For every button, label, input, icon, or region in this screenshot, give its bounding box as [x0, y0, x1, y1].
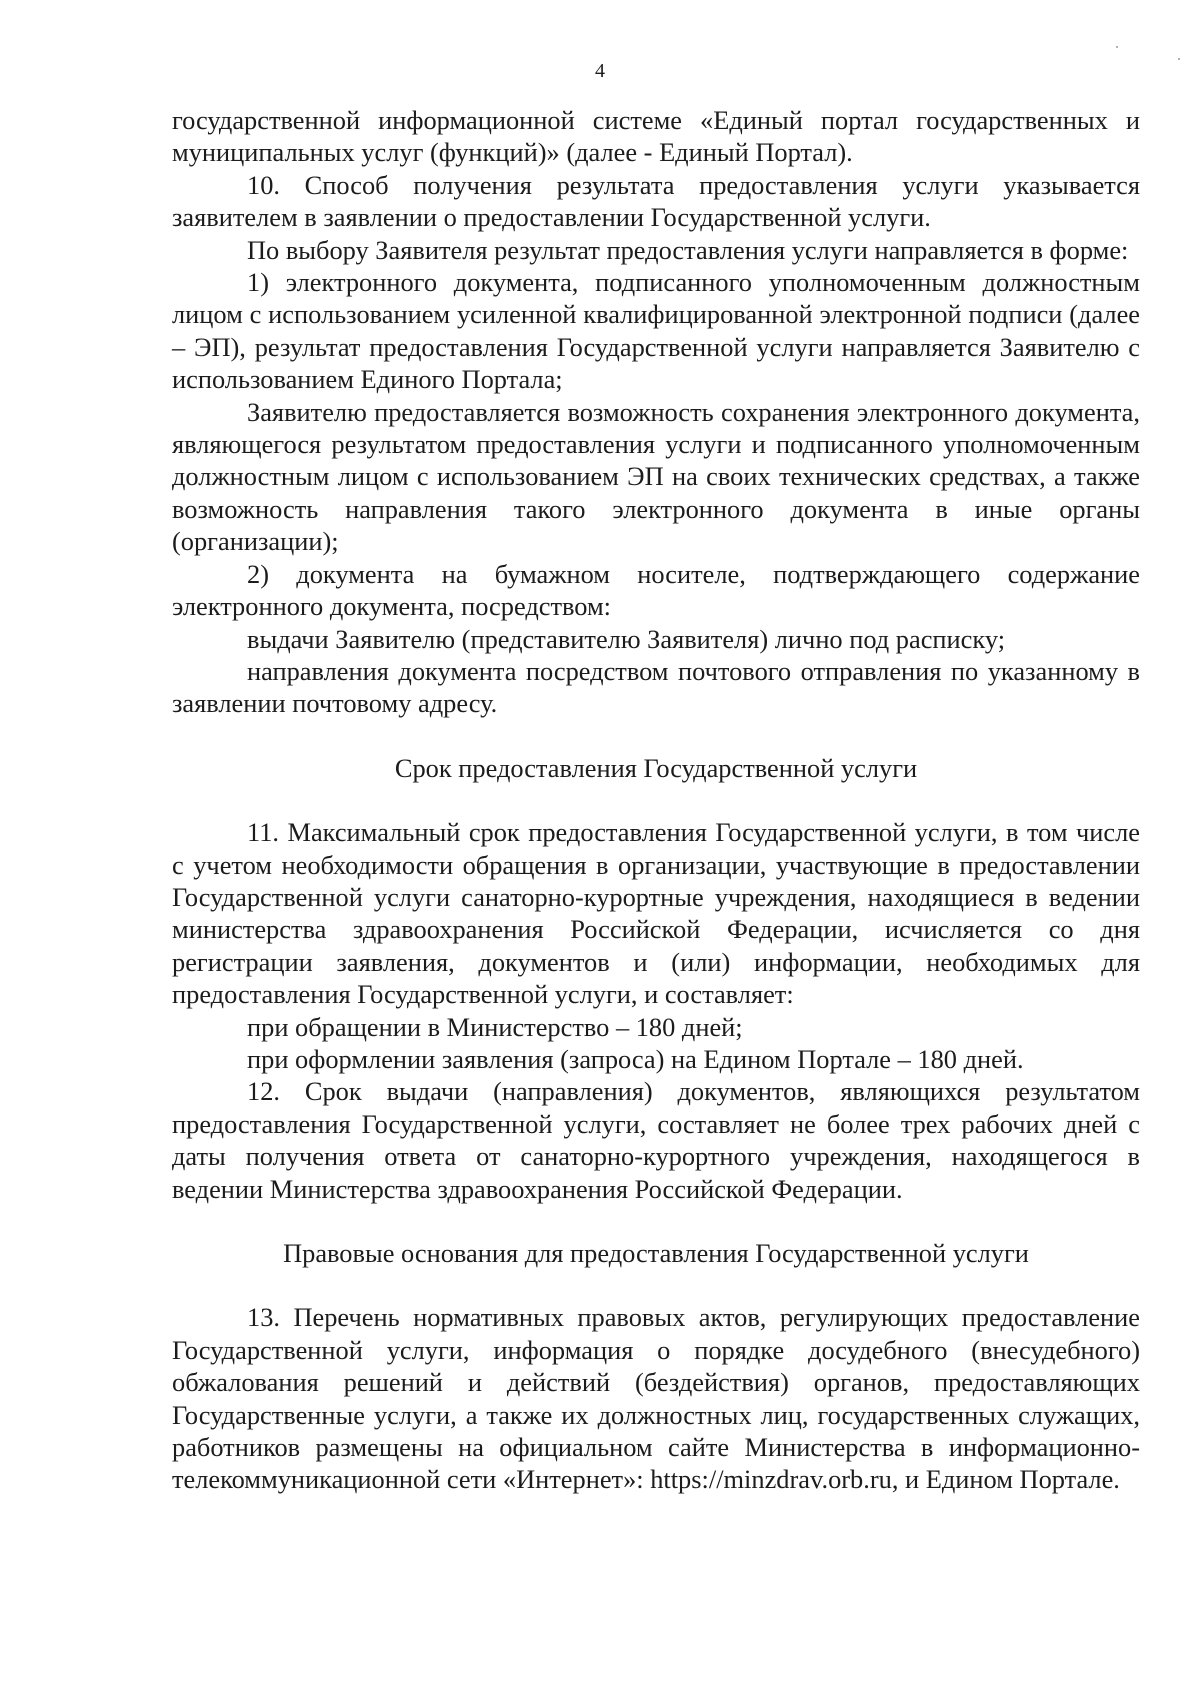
paragraph: Заявителю предоставляется возможность сохранения электронного документа, являющегося результатом предоставления услуги и подписанного уполномоченным должностным лицом с использованием ЭП на своих технических средствах, а также возможность направления такого электронного документа в иные органы (организации); [172, 396, 1140, 557]
paragraph: при обращении в Министерство – 180 дней; [247, 1011, 743, 1042]
scan-speck [1178, 58, 1180, 60]
paragraph: 11. Максимальный срок предоставления Государственной услуги, в том числе с учетом необходимости обращения в организации, участвующие в предоставлении Государственной услуги санаторно-курортные учреждения, находящиеся в ведении министерства здравоохранения Российской Федерации, исчисляется со дня регистрации заявления, документов и (или) информации, необходимых для предоставления Государственной услуги, и составляет: [172, 817, 1140, 1010]
paragraph: 12. Срок выдачи (направления) документов, являющихся результатом предоставления Государственной услуги, составляет не более трех рабочих дней с даты получения ответа от санаторно-курортного учреждения, находящегося в ведении Министерства здравоохранения Российской Федерации. [172, 1076, 1140, 1204]
section-heading: Срок предоставления Государственной услуги [394, 752, 918, 783]
scan-speck [1116, 46, 1118, 48]
paragraph: 2) документа на бумажном носителе, подтверждающего содержание электронного документа, посредством: [172, 558, 1140, 622]
paragraph: выдачи Заявителю (представителю Заявителя) лично под расписку; [247, 623, 1006, 654]
paragraph: 13. Перечень нормативных правовых актов, регулирующих предоставление Государственной услуги, информация о порядке досудебного (внесудебного) обжалования решений и действий (бездействия) органов, предоставляющих Государственные услуги, а также их должностных лиц, государственных служащих, работников размещены на официальном сайте Министерства в информационно-телекоммуникационной сети «Интернет»: https://minzdrav.orb.ru, и Едином Портале. [172, 1302, 1140, 1495]
paragraph: направления документа посредством почтового отправления по указанному в заявлении почтовому адресу. [172, 655, 1140, 719]
paragraph: 1) электронного документа, подписанного уполномоченным должностным лицом с использованием усиленной квалифицированной электронной подписи (далее – ЭП), результат предоставления Государственной услуги направляется Заявителю с использованием Единого Портала; [172, 267, 1140, 395]
document-body [172, 104, 1140, 1496]
paragraph: при оформлении заявления (запроса) на Едином Портале – 180 дней. [247, 1043, 1024, 1074]
paragraph: государственной информационной системе «Единый портал государственных и муниципальных услуг (функций)» (далее - Единый Портал). [172, 105, 1140, 168]
section-heading: Правовые основания для предоставления Государственной услуги [283, 1238, 1029, 1268]
paragraph: 10. Способ получения результата предоставления услуги указывается заявителем в заявлении о предоставлении Государственной услуги. [172, 169, 1140, 233]
paragraph: По выбору Заявителя результат предоставления услуги направляется в форме: [247, 234, 1129, 265]
page-number: 4 [595, 60, 605, 82]
